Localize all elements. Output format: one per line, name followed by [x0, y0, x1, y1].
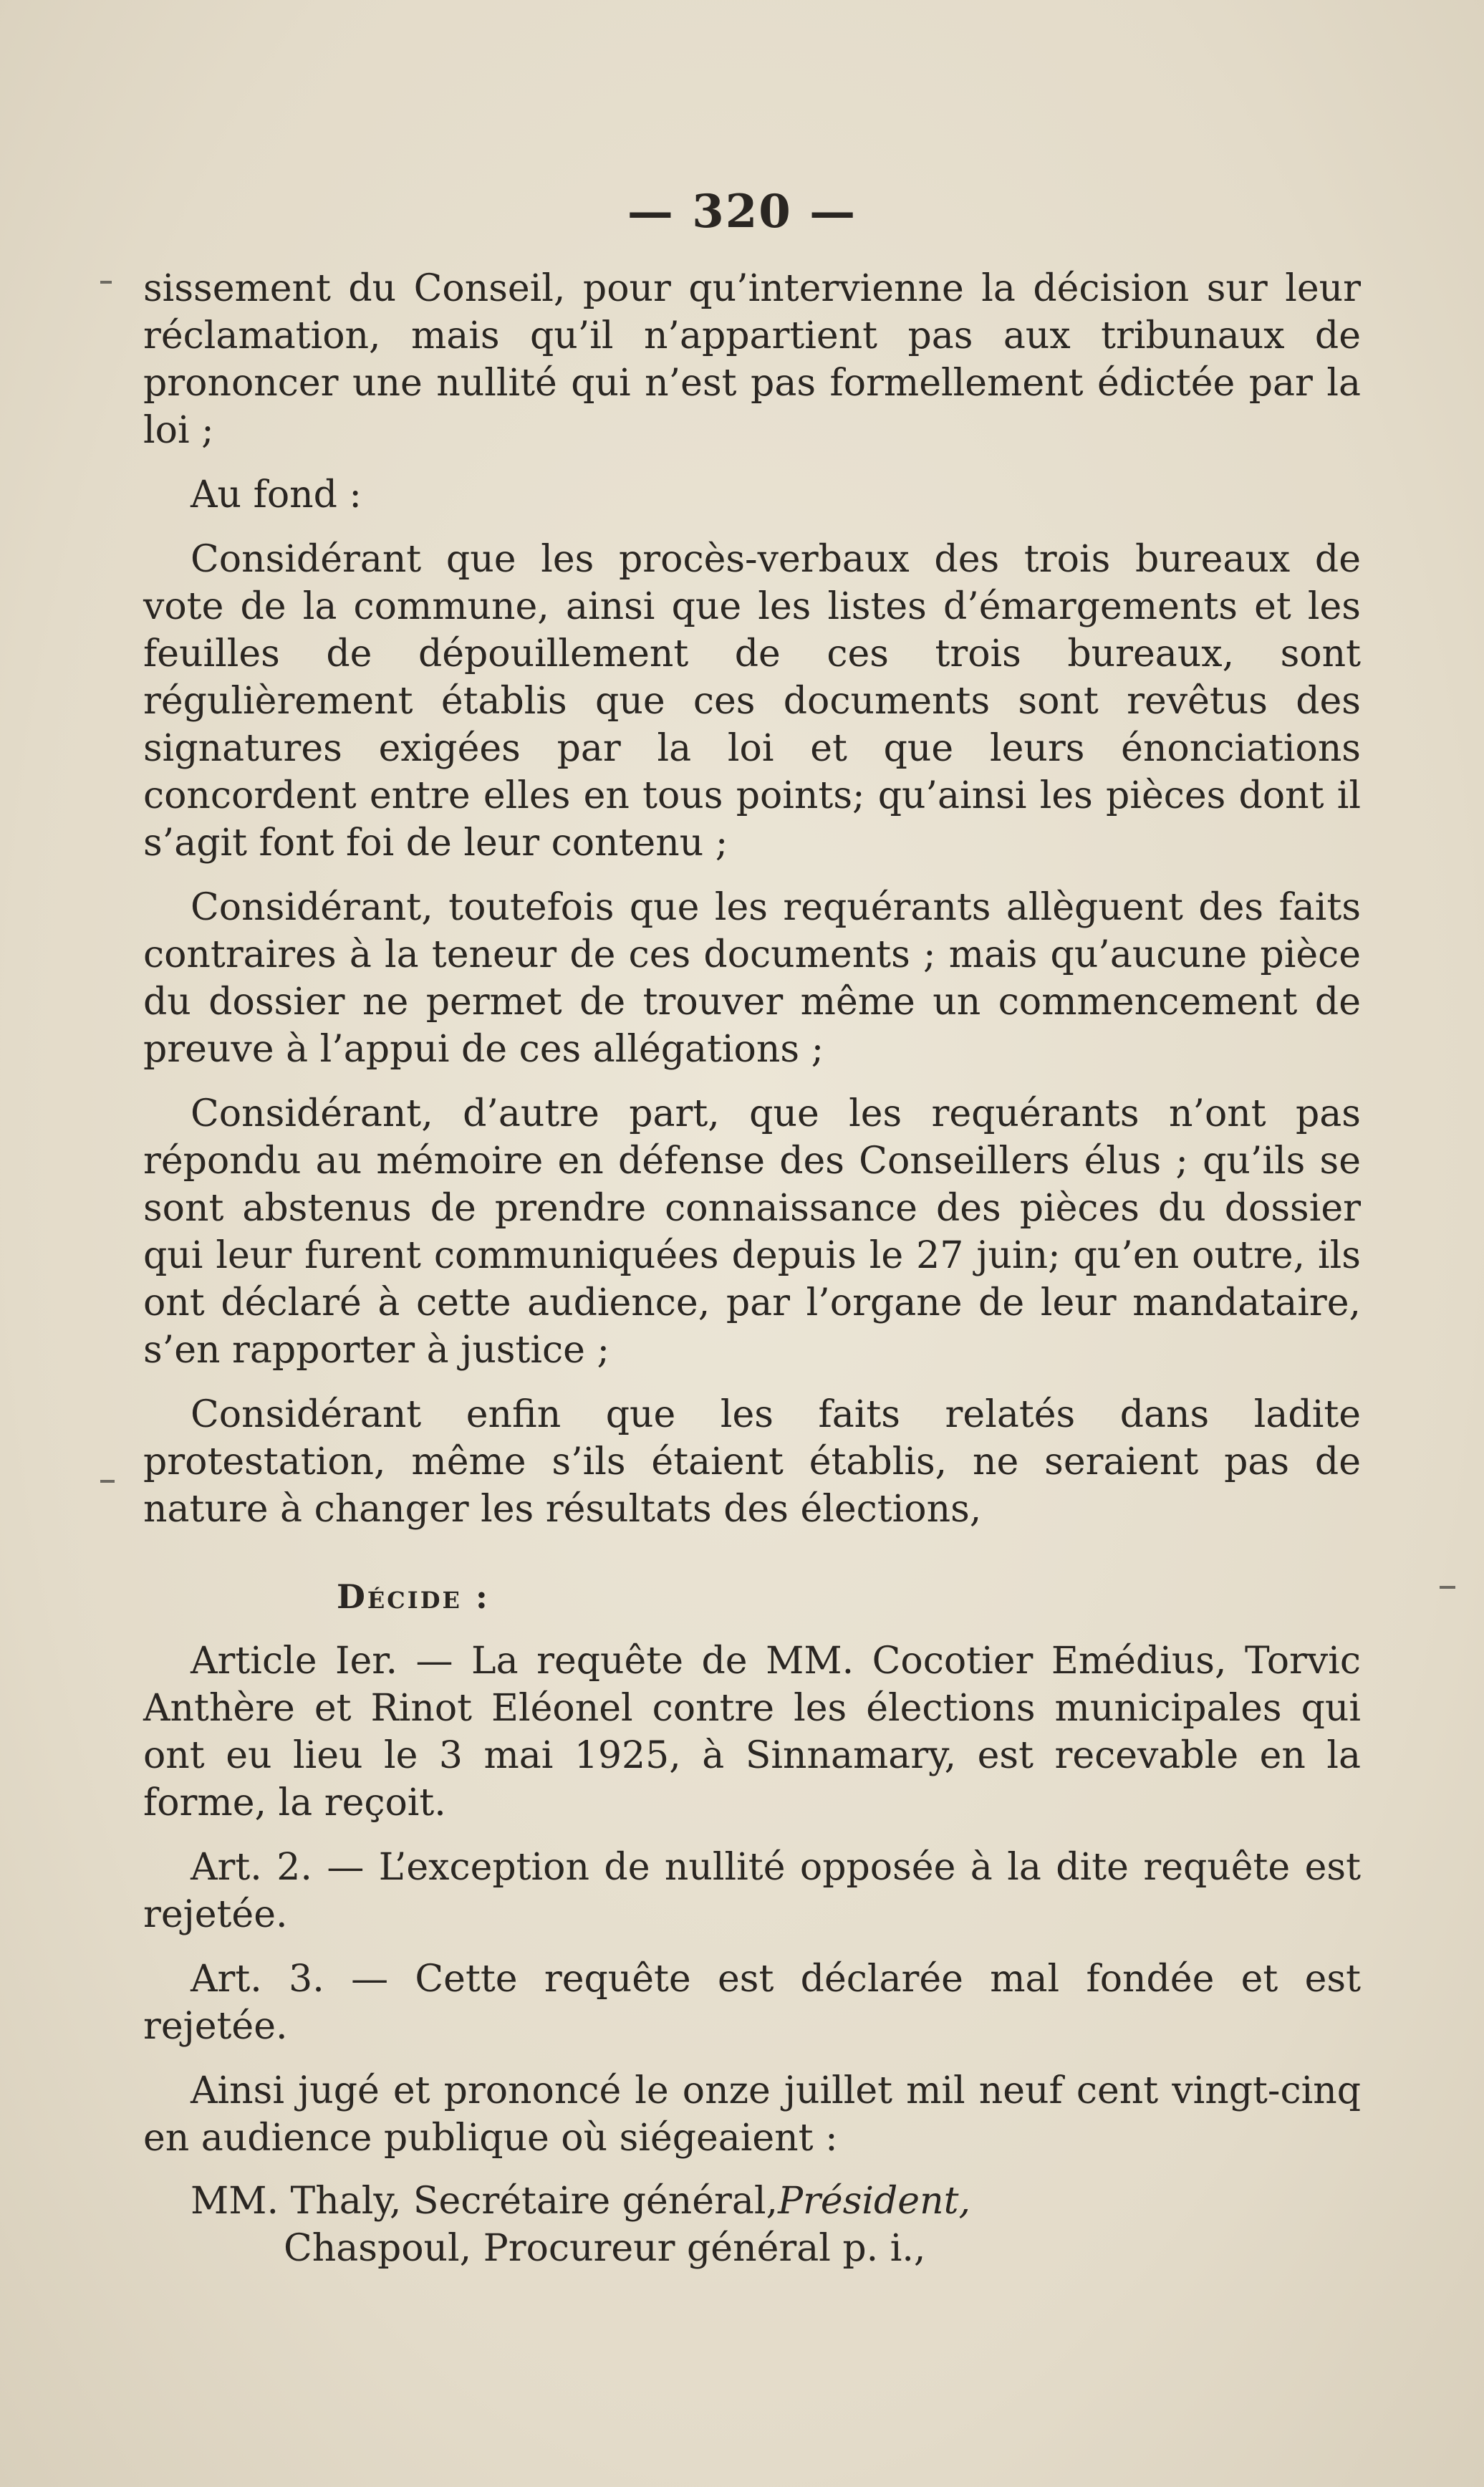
paragraph-considerant-2: Considérant, toutefois que les requérants allèguent des faits contraires à la teneur de ces documents ; mais qu’aucune pièce du dossier ne permet de trouver même un commencement de preuve à l’appui de ces allégations ;	[143, 886, 1361, 1071]
signature-role-president: Président,	[778, 2180, 970, 2223]
paragraph-continuation: sissement du Conseil, pour qu’intervienne la décision sur leur réclamation, mais qu’il n’appartient pas aux tribunaux de prononcer une nullité qui n’est pas formellement édictée par la loi ;	[143, 267, 1361, 452]
article-1: Article Ier. — La requête de MM. Cocotier Emédius, Torvic Anthère et Rinot Eléonel contre les élections municipales qui ont eu lieu le 3 mai 1925, à Sinnamary, est recevable en la forme, la reçoit.	[143, 1640, 1361, 1824]
signature-line-2: Chaspoul, Procureur général p. i.,	[284, 2227, 926, 2270]
paragraph-considerant-3: Considérant, d’autre part, que les requérants n’ont pas répondu au mémoire en défense des Conseillers élus ; qu’ils se sont abstenus de prendre connaissance des pièces du dossier qui leur furent communiquées depuis le 27 juin; qu’en outre, ils ont déclaré à cette audience, par l’organe de leur mandataire, s’en rapporter à justice ;	[143, 1092, 1361, 1372]
section-heading-au-fond: Au fond :	[191, 473, 362, 516]
margin-mark	[100, 1480, 115, 1483]
body-text	[143, 265, 1361, 2272]
article-3: Art. 3. — Cette requête est déclarée mal fondée et est rejetée.	[143, 1958, 1361, 2048]
signature-line-1	[143, 2178, 1361, 2225]
margin-mark	[1440, 1586, 1455, 1589]
decide-heading: Décide :	[337, 1577, 490, 1616]
signature-block	[143, 2178, 1361, 2272]
paragraph-considerant-1: Considérant que les procès-verbaux des trois bureaux de vote de la commune, ainsi que les listes d’émargements et les feuilles de dépouillement de ces trois bureaux, sont régulièrement établis que ces documents sont revêtus des signatures exigées par la loi et que leurs énonciations concordent entre elles en tous points; qu’ainsi les pièces dont il s’agit font foi de leur contenu ;	[143, 538, 1361, 865]
margin-mark	[100, 281, 112, 284]
page-number: — 320 —	[627, 185, 857, 239]
closing-statement: Ainsi jugé et prononcé le onze juillet mil neuf cent vingt-cinq en audience publique où siégeaient :	[143, 2069, 1361, 2160]
paragraph-considerant-4: Considérant enfin que les faits relatés dans ladite protestation, même s’ils étaient établis, ne seraient pas de nature à changer les résultats des élections,	[143, 1393, 1361, 1531]
article-2: Art. 2. — L’exception de nullité opposée à la dite requête est rejetée.	[143, 1846, 1361, 1936]
signature-name-1: MM. Thaly, Secrétaire général,	[191, 2180, 779, 2223]
